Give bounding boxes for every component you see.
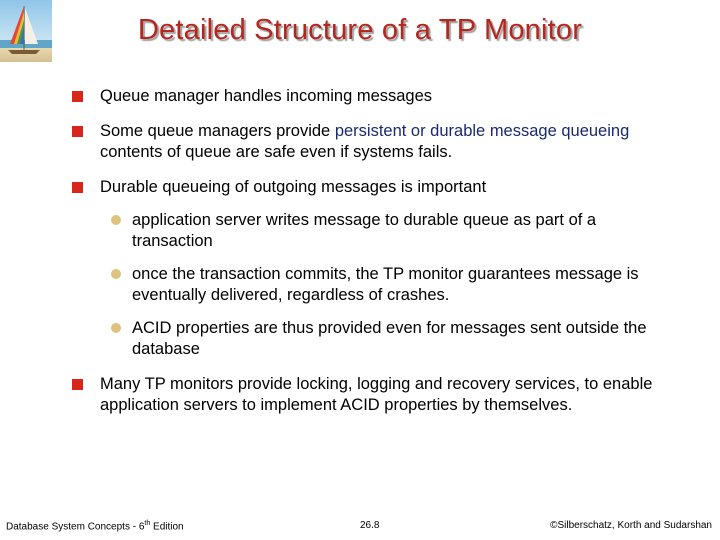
slide-title: Detailed Structure of a TP Monitor — [137, 14, 583, 46]
highlighted-term: persistent or durable message queueing — [334, 122, 630, 140]
sub-bullet-text: application server writes message to durable queue as part of a transaction — [132, 211, 597, 250]
footer-book-title — [6, 520, 184, 532]
page-number: 26.8 — [360, 520, 380, 531]
footer-edition-superscript: th — [144, 520, 151, 527]
bullet-text: Durable queueing of outgoing messages is important — [100, 178, 487, 196]
bullet-item — [70, 86, 670, 107]
footer-book-title-text: Database System Concepts - 6 — [6, 521, 145, 533]
bullet-item — [70, 121, 670, 163]
square-bullet-icon — [72, 379, 83, 390]
sub-bullet-text: ACID properties are thus provided even for messages sent outside the database — [132, 319, 647, 358]
sub-bullet-item — [70, 318, 670, 360]
round-bullet-icon — [111, 215, 121, 225]
bullet-item — [70, 177, 670, 198]
bullet-text: Many TP monitors provide locking, logging and recovery services, to enable application servers to implement ACID properties by themselves. — [100, 375, 653, 414]
square-bullet-icon — [72, 91, 83, 102]
bullet-text-post: contents of queue are safe even if systems fails. — [100, 143, 453, 161]
round-bullet-icon — [111, 269, 121, 279]
round-bullet-icon — [111, 323, 121, 333]
bullet-text: Queue manager handles incoming messages — [100, 87, 433, 105]
footer-edition-text: Edition — [150, 521, 184, 533]
sub-bullet-item — [70, 210, 670, 252]
footer-copyright: ©Silberschatz, Korth and Sudarshan — [550, 520, 712, 531]
slide-content — [70, 86, 670, 430]
bullet-item — [70, 374, 670, 416]
bullet-text-pre: Some queue managers provide — [100, 122, 335, 140]
square-bullet-icon — [72, 126, 83, 137]
sub-bullet-item — [70, 264, 670, 306]
sub-bullet-text: once the transaction commits, the TP monitor guarantees message is eventually delivered, regardless of crashes. — [132, 265, 639, 304]
slide-footer — [0, 520, 720, 534]
sailboat-logo-image — [0, 0, 52, 62]
square-bullet-icon — [72, 182, 83, 193]
